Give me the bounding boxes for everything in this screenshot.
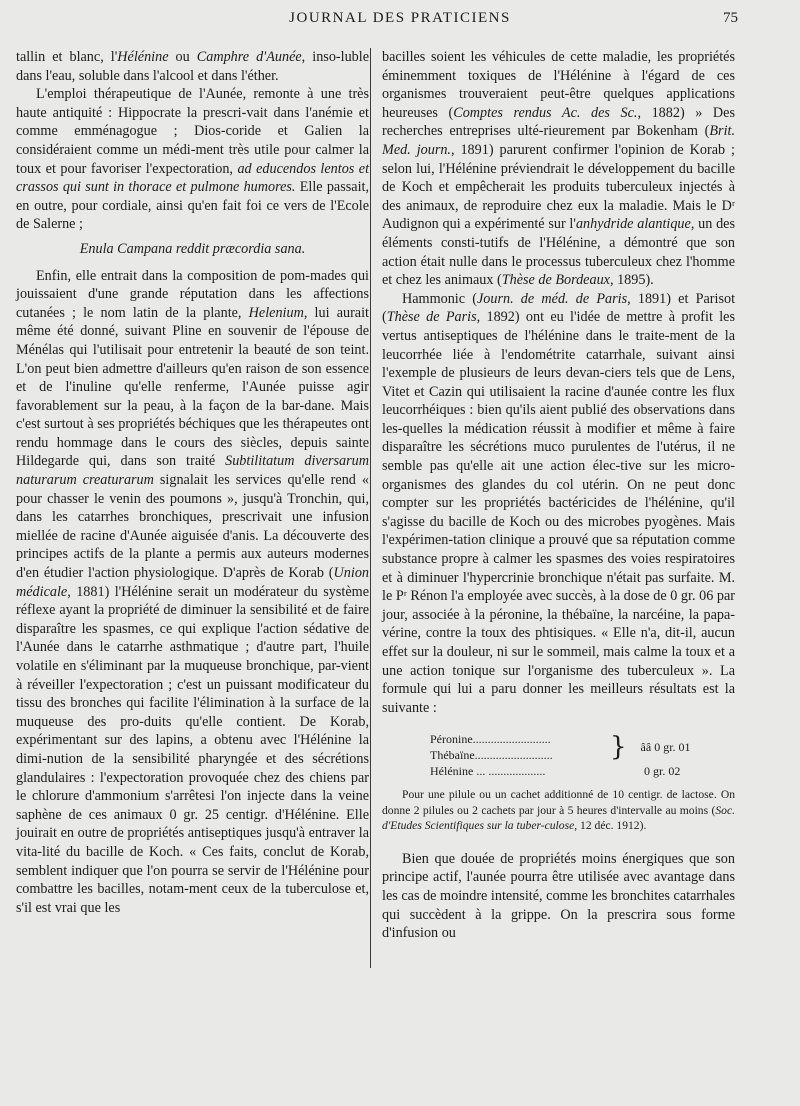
text-run: Pour une pilule ou un cachet additionné de 10 centigr. de lactose. On donne 2 pilules ou 2 cachets par jour à 5 heures d'intervalle au moins (: [382, 788, 735, 817]
text-run: , 1881) l'Hélénine serait un modérateur du système réflexe ayant la propriété de diminuer la sensibilité et de faire disparaître les spasmes, ce qui explique l'action sédative de l'Aunée dans le catarrhe asthmatique ; d'autre part, l'huile volatile en s'éliminant par la muqueuse bronchique, par-vient à réveiller l'expectoration ; c'est un puissant modificateur du tissu des bronches qui facilite l'élimination à la surface de la muqueuse des pro-duits qu'elle contient. De Korab, expérimentant sur des lapins, a obtenu avec l'Hélénine la dimi-nution de la sensibilité pharyngée et des sécrétions glandulaires : l'expectoration provoquée chez des chiens par le chlorure d'ammonium s'arrêtesi l'on injecte dans la veine saphène de ces animaux 0 gr. 25 centigr. d'Hélénine. Elle jouirait en outre de propriétés antiseptiques jusqu'à entraver la vita-lité du bacille de Koch. « Ces faits, conclut de Korab, semblent indiquer que l'on pourra se servir de l'Hélénine pour combattre les bacilles, notam-ment ceux de la tuberculose et, s'il est vrai que les: [16, 583, 369, 916]
text-run: , lui aurait même été donné, suivant Pline en souvenir de l'épouse de Ménélas qui l'utilisait pour entretenir la beauté de son teint. L'on peut bien admettre d'ailleurs qu'en raison de son essence et de l'inuline qu'elle renferme, l'Aunée puisse agir favorablement sur la peau, à la façon de la bar-dane. Mais c'est surtout à ses propriétés béchiques que les thérapeutes ont rendu hommage dans le cours des siècles, depuis sainte Hildegarde qui, dans son traité: [16, 304, 369, 470]
right-paragraph-2: [382, 290, 735, 718]
text-run: tallin et blanc, l': [16, 49, 118, 65]
text-run: , 1891) et Parisot (: [382, 290, 736, 326]
text-run: , un des éléments consti-tutifs de l'Hélénine, a démontré que son action était nulle dans le processus tuberculeux chez l'homme et chez les animaux (: [382, 216, 735, 289]
ingredient-peronine: Péronine..........................: [430, 732, 551, 747]
text-run: L'emploi thérapeutique de l'Aunée, remonte à une très haute antiquité : Hippocrate la prescri-vait dans l'anémie et comme emménagogue ; Dios-coride et Galien la considéraient comme un médi-ment très utile pour calmer la toux et pour favoriser l'expectoration,: [16, 86, 369, 177]
italic-run: Thèse de Paris: [386, 309, 477, 326]
italic-run: Camphre d'Aunée: [196, 49, 302, 65]
prescription-formula: [430, 731, 720, 779]
text-run: , 1892) ont eu l'idée de mettre à profit les vertus antiseptiques de l'hélénine dans le traite-ment de la leucorrhée liée à l'endométrite catarrhale, suivant ainsi l'exemple de plusieurs de leurs devan-ciers tels que de Lens, Vitet et Cazin qui utilisaient la racine d'aunée contre les flux leucorrhéiques : bien qu'ils aient publié des observations dans les-quelles la médication réussit à modifier et même à faire disparaître les sécrétions muco purulentes de l'utérus, il ne semble pas qu'elle ait une action élec-tive sur les micro-organismes des glandes du col utérin. On ne peut donc compter sur les propriétés bactéricides de l'hélénine, qu'il s'agisse du bacille de Koch ou des microbes pyogènes. Mais l'expérimen-tation clinique a prouvé que sa réputation comme substance propre à calmer les spasmes des voies respiratoires et à diminuer l'hypercrinie bronchique n'était pas surfaite. M. le Pʳ Rénon l'a employée avec succès, à la dose de 0 gr. 06 par jour, associée à la péronine, la thébaïne, la narcéine, la papa-vérine, contre la toux des phtisiques. « Elle n'a, dit-il, aucun effet sur la douleur, ni sur le sommeil, mais calme la toux et a une action tonique sur l'organisme des tuberculeux ». La formule qui lui a paru donner les meilleurs résultats est la suivante :: [382, 309, 735, 716]
italic-run: Soc. d'Etudes Scientifiques sur la tuber-culose: [382, 803, 735, 833]
page-number: 75: [723, 10, 738, 26]
italic-run: ad educendos lentos et crassos qui sunt in thorace et pulmone humores.: [16, 160, 370, 196]
ingredient-thebaine: Thébaïne..........................: [430, 748, 553, 763]
page-header: [0, 10, 800, 34]
italic-run: Union médicale: [16, 565, 369, 600]
text-run: ou: [168, 49, 197, 65]
left-paragraph-1: [16, 48, 369, 85]
text-run: , inso-luble dans l'eau, soluble dans l'alcool et dans l'éther.: [16, 49, 369, 84]
text-run: , 12 déc. 1912).: [574, 819, 647, 833]
right-column: [382, 48, 735, 943]
text-run: , 1895).: [609, 272, 654, 289]
salerno-verse: Enula Campana reddit præcordia sana.: [79, 240, 306, 257]
left-paragraph-2: [16, 85, 369, 234]
left-paragraph-3: [16, 267, 369, 918]
right-paragraph-3: Bien que douée de propriétés moins énergiques que son principe actif, l'aunée pourra être utilisée avec avantage dans les cas de moindre intensité, comme les bronchites catarrhales qui succèdent à la grippe. On la prescrira sous forme d'infusion ou: [382, 850, 735, 942]
ingredient-helenine: Hélénine ... ...................: [430, 764, 546, 779]
text-run: , 1882) » Des recherches entreprises ulté-rieurement par Bokenham (: [382, 104, 735, 140]
italic-run: Thèse de Bordeaux: [501, 272, 610, 289]
text-run: Elle passait, en outre, pour cordiale, ainsi qu'en fait foi ce vers de l'Ecole de Salerne ;: [16, 179, 369, 233]
column-divider: [370, 48, 371, 968]
dose-helenine: 0 gr. 02: [644, 764, 681, 779]
left-column: [16, 48, 369, 917]
italic-run: Journ. de méd. de Paris: [476, 290, 628, 307]
recipe-braced-names: [430, 731, 610, 763]
dose-shared: ââ 0 gr. 01: [640, 740, 691, 755]
text-run: signalait les services qu'elle rend « pour chasser le venin des poumons », jusqu'à Tronchin, qui, dans les catarrhes bronchiques, prescrivait une infusion miellée de racine d'Aunée aiguisée d'anis. La découverte des principes actifs de la plante a permis aux auteurs modernes d'en étudier l'action physiologique. D'après de Korab (: [16, 472, 369, 582]
brace-icon: }: [610, 732, 627, 763]
text-run: Enfin, elle entrait dans la composition de pom-mades qui jouissaient d'une grande réputation dans les affections cutanées ; le nom latin de la plante,: [16, 267, 369, 321]
italic-run: Subtilitatum diversarum naturarum creaturarum: [16, 453, 369, 489]
recipe-brace-group: [430, 731, 720, 763]
prescription-note: [382, 787, 735, 834]
text-run: bacilles soient les véhicules de cette maladie, les propriétés éminemment toxiques de l'Hélénine à l'égard de ces organismes trouveraient peut-être quelques applications heureuses (: [382, 49, 735, 121]
right-paragraph-1: [382, 48, 735, 290]
text-run: Hammonic (: [402, 290, 477, 307]
text-run: , 1891) parurent confirmer l'opinion de Korab ; selon lui, l'Hélénine préviendrait le développement du bacille de Koch et empêcherait les produits tuberculeux injectés à des animaux, de reproduire chez eux la maladie. Mais le Dʳ Audignon qui a expérimenté sur l': [382, 141, 735, 233]
italic-run: Helenium: [248, 304, 304, 321]
recipe-row-helenine: [430, 763, 720, 779]
italic-run: Hélénine: [117, 49, 169, 65]
journal-title: JOURNAL DES PRATICIENS: [289, 10, 511, 26]
italic-run: Comptes rendus Ac. des Sc.: [453, 104, 638, 121]
italic-run: anhydride alantique: [575, 216, 691, 233]
italic-run: Brit. Med. journ.: [382, 123, 735, 158]
